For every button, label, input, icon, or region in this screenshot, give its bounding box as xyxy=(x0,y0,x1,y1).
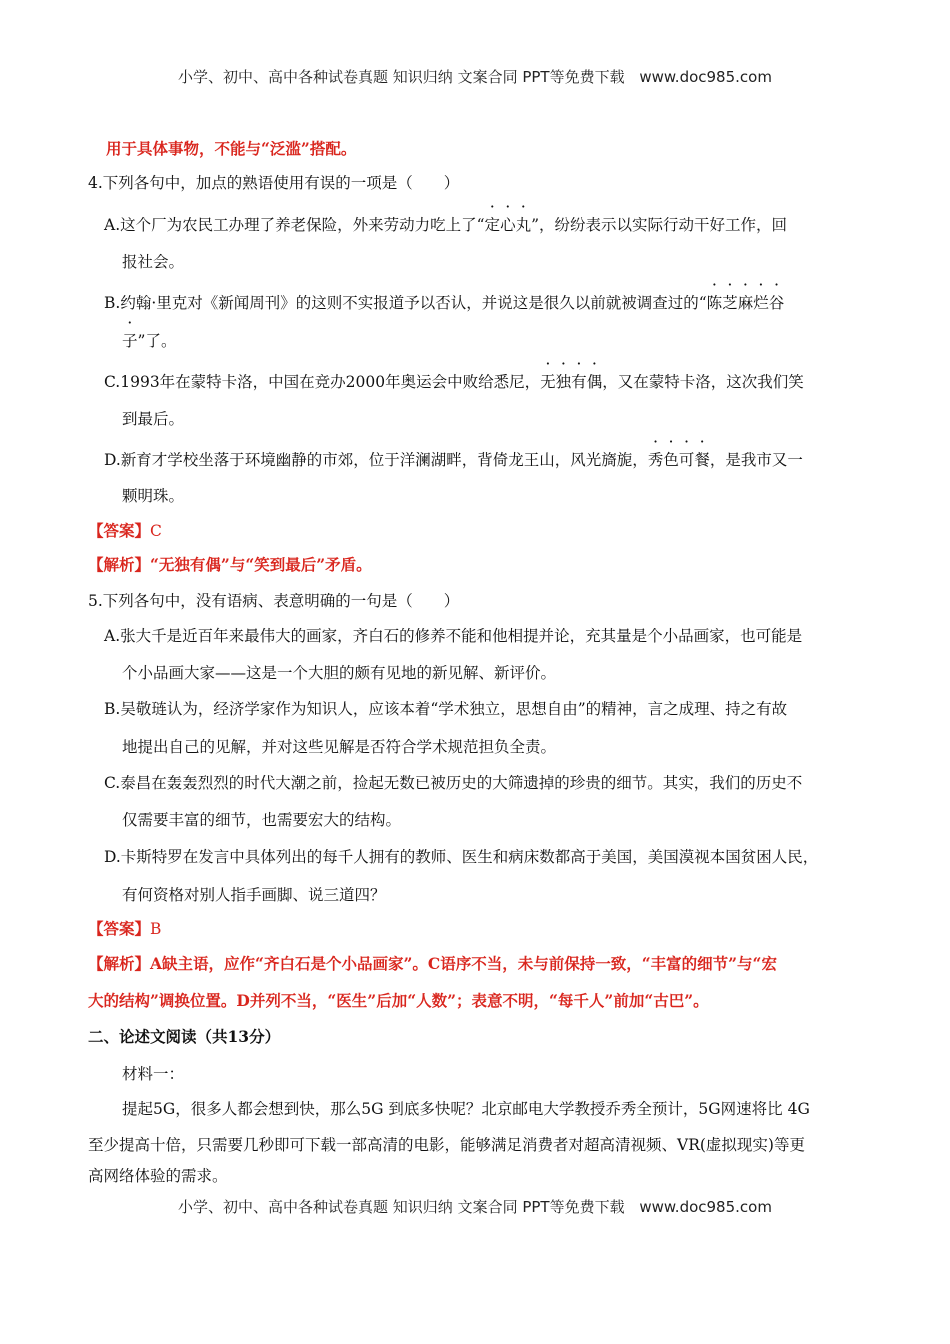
q5-option-b: B.吴敬琏认为，经济学家作为知识人，应该本着“学术独立，思想自由”的精神，言之成理、持之有故 xyxy=(104,700,788,718)
emphasis-char: 心 xyxy=(500,216,516,234)
q5-stem: 5.下列各句中，没有语病、表意明确的一句是（ ） xyxy=(88,592,460,610)
emphasis-char: 谷 xyxy=(768,294,785,312)
q4-option-b: B.约翰·里克对《新闻周刊》的这则不实报道予以否认，并说这是很久以前就被调查过的“陈芝麻烂谷 xyxy=(104,294,785,312)
q5-option-c: C.泰昌在轰轰烈烈的时代大潮之前，捡起无数已被历史的大筛遗掉的珍贵的细节。其实，我们的历史不 xyxy=(104,774,803,792)
q4-option-a: A.这个厂为农民工办理了养老保险，外来劳动力吃上了“定心丸”，纷纷表示以实际行动干好工作，回 xyxy=(104,216,788,234)
emphasis-char: 色 xyxy=(663,451,679,469)
page-footer xyxy=(0,1196,950,1217)
q5-option-a: A.张大千是近百年来最伟大的画家，齐白石的修养不能和他相提并论，充其量是个小品画家，也可能是 xyxy=(104,627,803,645)
emphasis-char: 秀 xyxy=(647,451,664,469)
q5-explanation-cont: 大的结构”调换位置。D并列不当，“医生”后加“人数”；表意不明，“每千人”前加“古巴”。 xyxy=(88,991,709,1010)
q4-option-d-cont: 颗明珠。 xyxy=(122,487,185,505)
prev-explanation-tail: 用于具体事物，不能与“泛滥”搭配。 xyxy=(106,139,357,158)
emphasis-char: 子 xyxy=(122,332,138,350)
q5-option-c-cont: 仅需要丰富的细节，也需要宏大的结构。 xyxy=(122,811,402,829)
q5-option-b-cont: 地提出自己的见解，并对这些见解是否符合学术规范担负全责。 xyxy=(122,738,557,756)
q4-stem: 4.下列各句中，加点的熟语使用有误的一项是（ ） xyxy=(88,174,460,192)
emphasis-char: 麻 xyxy=(737,294,754,312)
q4-option-b-cont: 子”了。 xyxy=(122,332,177,350)
page-header xyxy=(0,66,950,87)
emphasis-char: 丸 xyxy=(515,216,532,234)
emphasis-char: 有 xyxy=(571,373,587,391)
q4-option-a-cont: 报社会。 xyxy=(122,253,185,271)
q5-answer: 【答案】B xyxy=(88,919,162,938)
q4-answer: 【答案】C xyxy=(88,521,162,540)
emphasis-char: 无 xyxy=(540,373,556,391)
q4-option-c-cont: 到最后。 xyxy=(122,410,185,428)
emphasis-char: 餐 xyxy=(694,451,710,469)
emphasis-char: 偶 xyxy=(586,373,603,391)
emphasis-char: 可 xyxy=(678,451,695,469)
emphasis-char: 烂 xyxy=(753,294,769,312)
q5-option-d-cont: 有何资格对别人指手画脚、说三道四？ xyxy=(122,886,386,904)
q5-option-a-cont: 个小品画大家——这是一个大胆的颇有见地的新见解、新评价。 xyxy=(122,664,557,682)
header-text: 小学、初中、高中各种试卷真题 知识归纳 文案合同 PPT等免费下载 xyxy=(178,68,625,86)
material-paragraph-1: 提起5G，很多人都会想到快，那么5G 到底多快呢？北京邮电大学教授乔秀全预计，5G网速将比 4G xyxy=(122,1100,810,1118)
footer-url[interactable]: www.doc985.com xyxy=(639,1198,772,1216)
footer-text: 小学、初中、高中各种试卷真题 知识归纳 文案合同 PPT等免费下载 xyxy=(178,1198,625,1216)
q4-explanation: 【解析】“无独有偶”与“笑到最后”矛盾。 xyxy=(88,555,372,574)
emphasis-char: 定 xyxy=(484,216,501,234)
material-label: 材料一： xyxy=(122,1065,185,1083)
q5-explanation: 【解析】A缺主语，应作“齐白石是个小品画家”。C语序不当，未与前保持一致，“丰富的细节”与“宏 xyxy=(88,954,777,973)
header-url[interactable]: www.doc985.com xyxy=(639,68,772,86)
emphasis-char: 陈 xyxy=(706,294,723,312)
emphasis-char: 独 xyxy=(555,373,572,391)
q4-option-c: C.1993年在蒙特卡洛，中国在竞办2000年奥运会中败给悉尼，无独有偶，又在蒙特卡洛，这次我们笑 xyxy=(104,373,804,391)
material-paragraph-3: 高网络体验的需求。 xyxy=(88,1167,228,1185)
section-title: 二、论述文阅读（共13分） xyxy=(88,1027,281,1046)
q5-option-d: D.卡斯特罗在发言中具体列出的每千人拥有的教师、医生和病床数都高于美国，美国漠视本国贫困人民， xyxy=(104,848,819,866)
material-paragraph-2: 至少提高十倍，只需要几秒即可下载一部高清的电影，能够满足消费者对超高清视频、VR(虚拟现实)等更 xyxy=(88,1136,805,1154)
emphasis-char: 芝 xyxy=(722,294,738,312)
q4-option-d: D.新育才学校坐落于环境幽静的市郊，位于洋澜湖畔，背倚龙王山，风光旖旎，秀色可餐，是我市又一 xyxy=(104,451,803,469)
